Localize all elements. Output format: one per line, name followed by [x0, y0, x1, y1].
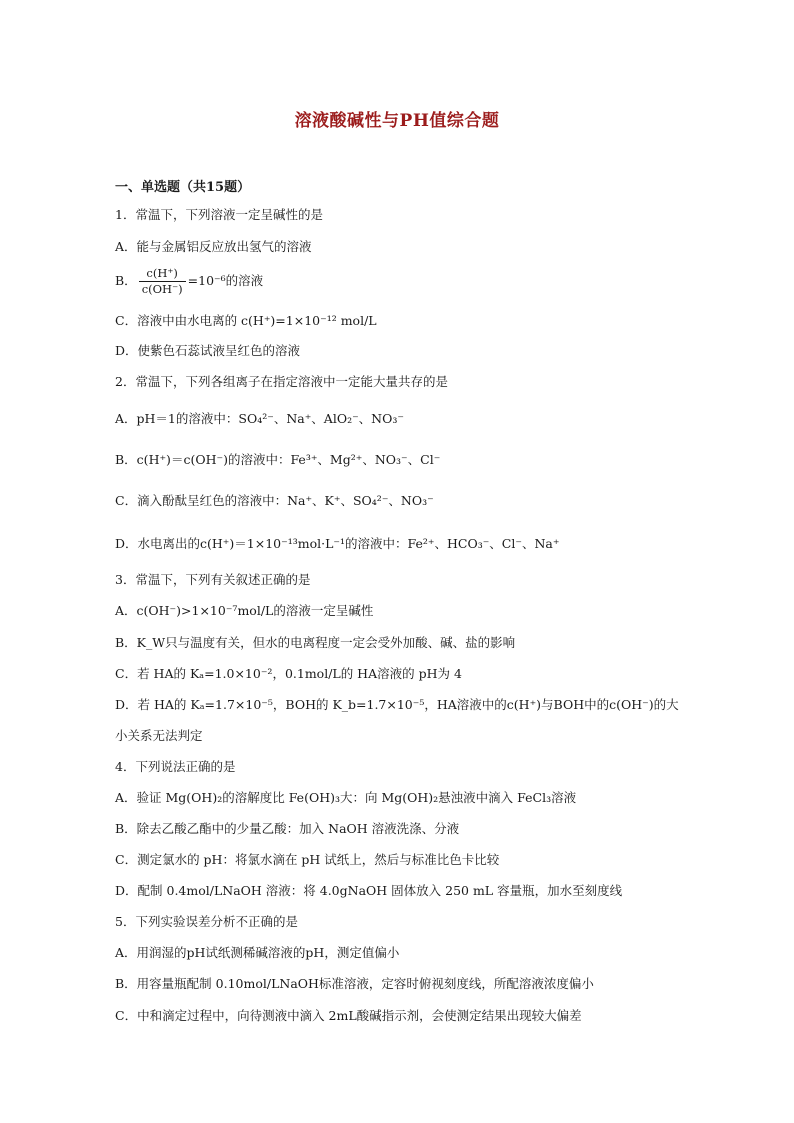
q2-stem: 2．常温下，下列各组离子在指定溶液中一定能大量共存的是 — [115, 374, 448, 389]
q2-option-a: A．pH＝1的溶液中：SO₄²⁻、Na⁺、AlO₂⁻、NO₃⁻ — [115, 411, 404, 426]
q2-option-b: B．c(H⁺)＝c(OH⁻)的溶液中：Fe³⁺、Mg²⁺、NO₃⁻、Cl⁻ — [115, 452, 441, 467]
q2-option-d: D．水电离出的c(H⁺)＝1×10⁻¹³mol·L⁻¹的溶液中：Fe²⁺、HCO₃⁻、Cl⁻、Na⁺ — [115, 536, 560, 551]
q3-option-c: C．若 HA的 Kₐ=1.0×10⁻²，0.1mol/L的 HA溶液的 pH为 4 — [115, 666, 462, 681]
q1-option-a: A．能与金属铝反应放出氢气的溶液 — [115, 239, 312, 254]
q1-option-d: D．使紫色石蕊试液呈红色的溶液 — [115, 343, 301, 358]
document-title: 溶液酸碱性与PH值综合题 — [294, 111, 500, 131]
q1-option-b — [115, 266, 690, 297]
q5-option-b: B．用容量瓶配制 0.10mol/LNaOH标准溶液，定容时俯视刻度线，所配溶液浓度偏小 — [115, 976, 594, 991]
q3-option-d-continued: 小关系无法判定 — [115, 728, 203, 743]
section-heading: 一、单选题（共15题） — [115, 180, 251, 195]
q1-option-b-suffix: =10⁻⁶的溶液 — [187, 273, 264, 288]
q4-option-b: B．除去乙酸乙酯中的少量乙酸：加入 NaOH 溶液洗涤、分液 — [115, 821, 460, 836]
fraction-denominator: c(OH⁻) — [141, 282, 183, 296]
fraction-numerator: c(H⁺) — [139, 266, 186, 282]
q1-option-b-prefix: B． — [115, 273, 137, 288]
q4-stem: 4．下列说法正确的是 — [115, 759, 236, 774]
q5-option-c: C．中和滴定过程中，向待测液中滴入 2mL酸碱指示剂，会使测定结果出现较大偏差 — [115, 1008, 582, 1023]
q1-option-b-fraction — [139, 266, 186, 297]
q2-option-c: C．滴入酚酞呈红色的溶液中：Na⁺、K⁺、SO₄²⁻、NO₃⁻ — [115, 493, 434, 508]
q1-option-c: C．溶液中由水电离的 c(H⁺)=1×10⁻¹² mol/L — [115, 313, 377, 328]
q3-option-b: B．K_W只与温度有关，但水的电离程度一定会受外加酸、碱、盐的影响 — [115, 635, 516, 650]
q1-stem: 1．常温下，下列溶液一定呈碱性的是 — [115, 207, 323, 222]
q3-option-a: A．c(OH⁻)>1×10⁻⁷mol/L的溶液一定呈碱性 — [115, 603, 374, 618]
q3-option-d: D．若 HA的 Kₐ=1.7×10⁻⁵，BOH的 K_b=1.7×10⁻⁵，HA溶液中的c(H⁺)与BOH中的c(OH⁻)的大 — [115, 697, 679, 712]
q4-option-a: A．验证 Mg(OH)₂的溶解度比 Fe(OH)₃大：向 Mg(OH)₂悬浊液中滴入 FeCl₃溶液 — [115, 790, 577, 805]
q4-option-c: C．测定氯水的 pH：将氯水滴在 pH 试纸上，然后与标准比色卡比较 — [115, 852, 500, 867]
q3-stem: 3．常温下，下列有关叙述正确的是 — [115, 572, 311, 587]
q4-option-d: D．配制 0.4mol/LNaOH 溶液：将 4.0gNaOH 固体放入 250 mL 容量瓶，加水至刻度线 — [115, 883, 623, 898]
q5-stem: 5．下列实验误差分析不正确的是 — [115, 914, 298, 929]
q5-option-a: A．用润湿的pH试纸测稀碱溶液的pH，测定值偏小 — [115, 945, 400, 960]
